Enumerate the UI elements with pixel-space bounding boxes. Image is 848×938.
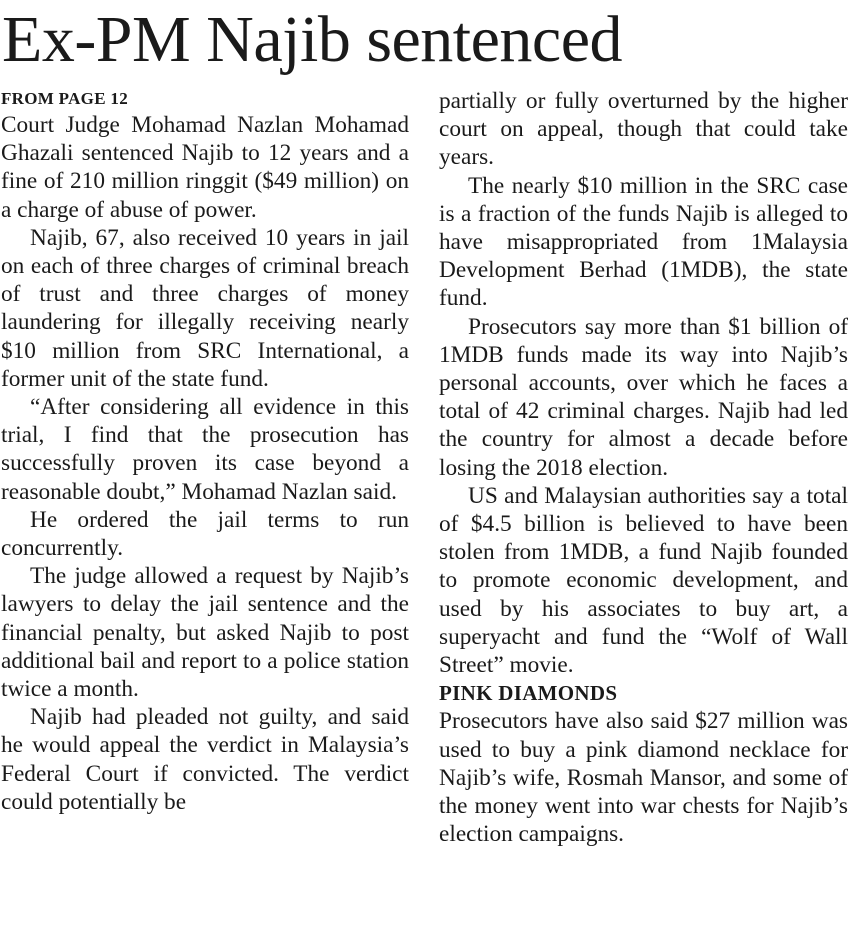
article-paragraph-continued: partially or fully overturned by the higher court on appeal, though that could take years. [439,88,848,171]
article-column-left [1,87,409,816]
headline: Ex-PM Najib sentenced [2,3,623,76]
article-paragraph: He ordered the jail terms to run concurrently. [1,506,409,562]
subheading: PINK DIAMONDS [439,681,618,706]
article-column-right [439,87,848,848]
article-paragraph: Najib had pleaded not guilty, and said he would appeal the verdict in Malaysia’s Federal Court if convicted. The verdict could potentially be [1,704,409,815]
article-paragraph: Najib, 67, also received 10 years in jail on each of three charges of criminal breach of trust and three charges of money laundering for illegally receiving nearly $10 million from SRC International, a former unit of the state fund. [1,224,409,392]
article-paragraph: The judge allowed a request by Najib’s lawyers to delay the jail sentence and the financial penalty, but asked Najib to post additional bail and report to a police station twice a month. [1,563,409,703]
article-paragraph: The nearly $10 million in the SRC case is a fraction of the funds Najib is alleged to have misappropriated from 1Malaysia Development Berhad (1MDB), the state fund. [439,172,848,312]
article-paragraph: US and Malaysian authorities say a total of $4.5 billion is believed to have been stolen from 1MDB, a fund Najib founded to promote economic development, and used by his associates to buy art, a superyacht and fund the “Wolf of Wall Street” movie. [439,482,848,679]
article-paragraph: Court Judge Mohamad Nazlan Mohamad Ghazali sentenced Najib to 12 years and a fine of 210 million ringgit ($49 million) on a charge of abuse of power. [1,112,409,223]
article-paragraph: Prosecutors say more than $1 billion of 1MDB funds made its way into Najib’s personal accounts, over which he faces a total of 42 criminal charges. Najib had led the country for almost a decade before losing the 2018 election. [439,313,848,481]
jump-line: FROM PAGE 12 [1,89,128,108]
article-paragraph: Prosecutors have also said $27 million was used to buy a pink diamond necklace for Najib’s wife, Rosmah Mansor, and some of the money went into war chests for Najib’s election campaigns. [439,708,848,848]
article-paragraph: “After considering all evidence in this trial, I find that the prosecution has successfully proven its case beyond a reasonable doubt,” Mohamad Nazlan said. [1,394,409,505]
